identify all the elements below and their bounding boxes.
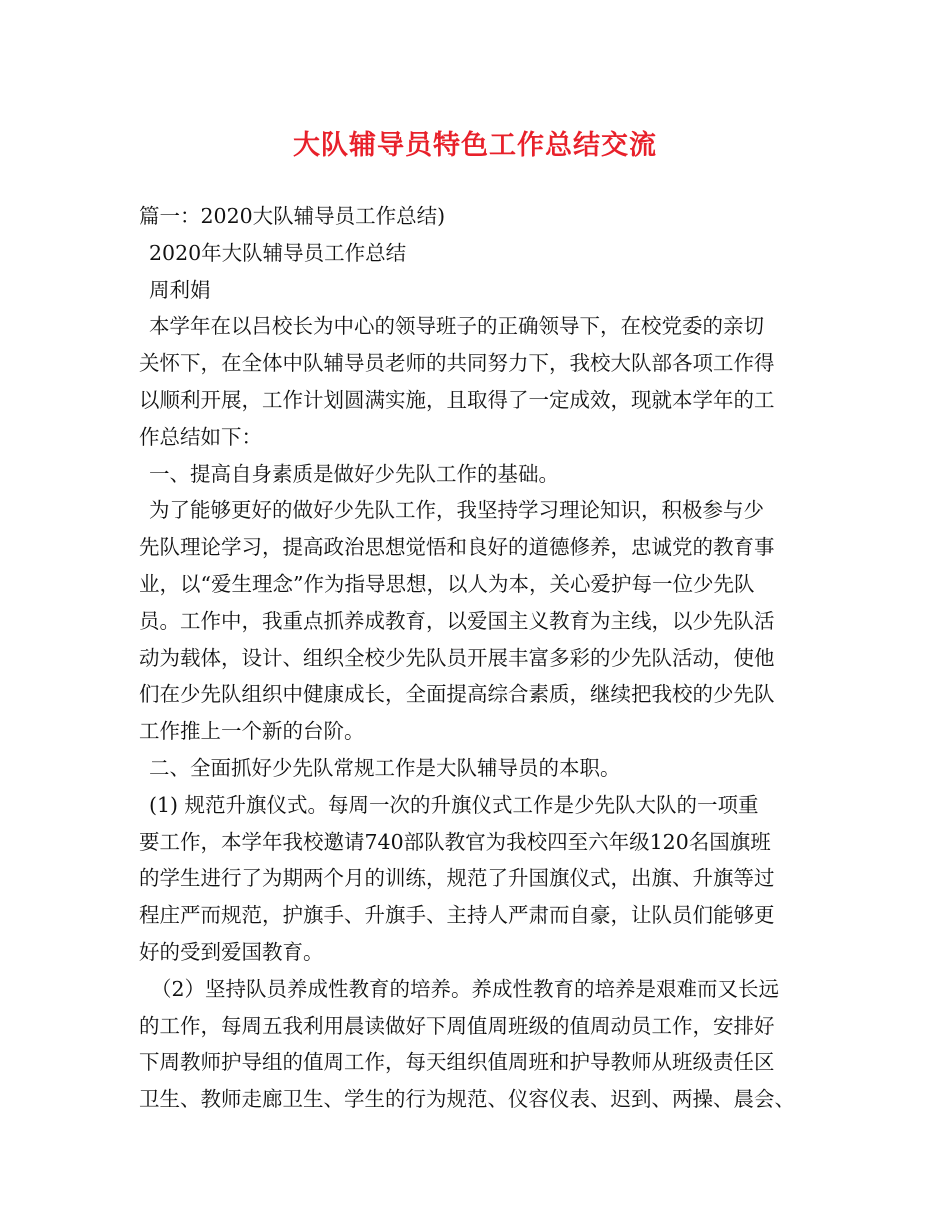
paragraph-line: 本学年在以吕校长为中心的领导班子的正确领导下，在校党委的亲切 xyxy=(149,314,764,339)
paragraph-line: 动为载体，设计、组织全校少先队员开展丰富多彩的少先队活动，使他 xyxy=(139,645,775,670)
document-body xyxy=(139,198,815,1118)
paragraph-line: 们在少先队组织中健康成长，全面提高综合素质，继续把我校的少先队 xyxy=(139,682,775,707)
paragraph-line: 以顺利开展，工作计划圆满实施，且取得了一定成效，现就本学年的工 xyxy=(139,387,775,412)
paragraph-line: 程庄严而规范，护旗手、升旗手、主持人严肃而自豪，让队员们能够更 xyxy=(139,903,775,928)
paragraph-line: 业，以“爱生理念”作为指导思想，以人为本，关心爱护每一位少先队 xyxy=(139,571,755,596)
section-heading: 二、全面抓好少先队常规工作是大队辅导员的本职。 xyxy=(149,755,621,780)
paragraph-line: 要工作，本学年我校邀请740部队教官为我校四至六年级120名国旗班 xyxy=(139,829,771,854)
subtitle: 2020年大队辅导员工作总结 xyxy=(149,240,407,265)
paragraph-line: 员。工作中，我重点抓养成教育，以爱国主义教育为主线，以少先队活 xyxy=(139,608,775,633)
paragraph-line: 作总结如下： xyxy=(139,424,262,449)
paragraph-line: 的工作，每周五我利用晨读做好下周值周班级的值周动员工作，安排好 xyxy=(139,1013,775,1038)
paragraph-line: 下周教师护导组的值周工作，每天组织值周班和护导教师从班级责任区 xyxy=(139,1050,775,1075)
paragraph-line: (1) 规范升旗仪式。每周一次的升旗仪式工作是少先队大队的一项重 xyxy=(149,792,759,817)
paragraph-line: 工作推上一个新的台阶。 xyxy=(139,719,365,744)
section-heading: 篇一：2020大队辅导员工作总结) xyxy=(139,204,446,228)
author-name: 周利娟 xyxy=(149,277,211,302)
paragraph-line: 关怀下，在全体中队辅导员老师的共同努力下，我校大队部各项工作得 xyxy=(139,351,775,376)
paragraph-line: （2）坚持队员养成性教育的培养。养成性教育的培养是艰难而又长远 xyxy=(151,976,780,1001)
document-title: 大队辅导员特色工作总结交流 xyxy=(293,130,657,161)
paragraph-line: 的学生进行了为期两个月的训练，规范了升国旗仪式，出旗、升旗等过 xyxy=(139,866,775,891)
paragraph-line: 为了能够更好的做好少先队工作，我坚持学习理论知识，积极参与少 xyxy=(149,498,764,523)
section-heading: 一、提高自身素质是做好少先队工作的基础。 xyxy=(149,461,559,486)
paragraph-line: 先队理论学习，提高政治思想觉悟和良好的道德修养，忠诚党的教育事 xyxy=(139,535,775,560)
paragraph-line: 卫生、教师走廊卫生、学生的行为规范、仪容仪表、迟到、两操、晨会、 xyxy=(139,1087,795,1112)
paragraph-line: 好的受到爱国教育。 xyxy=(139,939,324,964)
